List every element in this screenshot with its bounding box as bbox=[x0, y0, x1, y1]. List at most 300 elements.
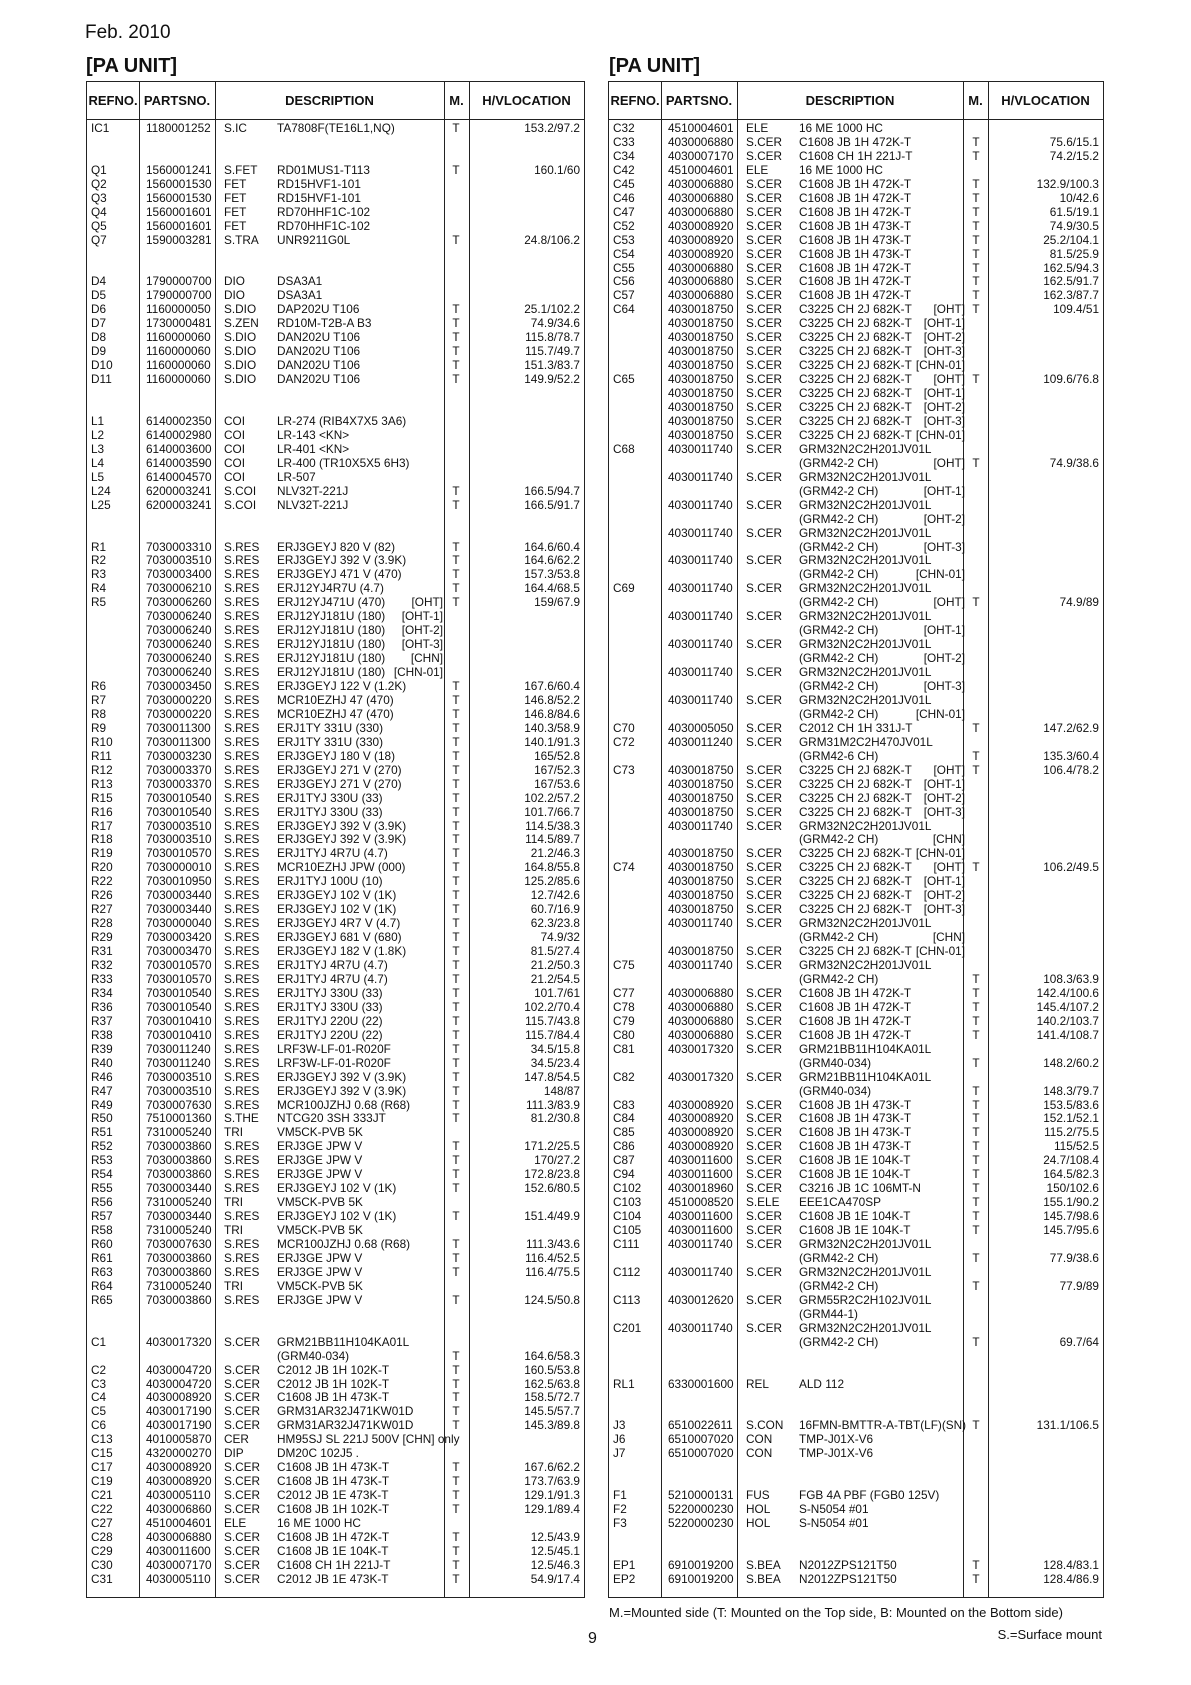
part-type: S.CER bbox=[746, 762, 783, 777]
part-number: 4030006880 bbox=[668, 985, 734, 1000]
table-row bbox=[609, 1572, 1103, 1586]
mounted-side: T bbox=[972, 260, 980, 275]
part-number: 4030006880 bbox=[668, 260, 734, 275]
description: C3225 CH 2J 682K-T bbox=[799, 902, 912, 917]
hv-location: 12.7/42.6 bbox=[530, 888, 580, 903]
table-row bbox=[87, 344, 584, 358]
table-row bbox=[87, 763, 584, 777]
mounted-side: T bbox=[452, 999, 460, 1014]
part-type: S.CER bbox=[746, 1209, 783, 1224]
description: ERJ3GE JPW V bbox=[277, 1153, 363, 1168]
description: C3225 CH 2J 682K-T bbox=[799, 400, 912, 414]
part-type: S.ZEN bbox=[224, 316, 259, 331]
part-type: S.RES bbox=[224, 567, 260, 582]
part-type: S.CER bbox=[746, 609, 783, 624]
hv-location: 34.5/23.4 bbox=[530, 1055, 580, 1070]
part-number: 4030008920 bbox=[668, 1097, 734, 1112]
part-number: 1160000060 bbox=[146, 372, 211, 387]
part-number: 4030011740 bbox=[668, 1320, 733, 1335]
table-row bbox=[609, 121, 1103, 135]
part-number: 7030003510 bbox=[146, 1083, 212, 1098]
table-row bbox=[609, 414, 1103, 428]
hv-location: 77.9/38.6 bbox=[1049, 1250, 1099, 1265]
part-number: 7310005240 bbox=[146, 1223, 212, 1238]
part-type: S.CER bbox=[746, 846, 783, 861]
mounted-side: T bbox=[452, 1055, 460, 1070]
variant: [OHT-3] bbox=[401, 637, 443, 652]
description: C1608 JB 1H 473K-T bbox=[799, 218, 912, 233]
ref-no: R1 bbox=[91, 539, 107, 554]
description: ERJ1TY 331U (330) bbox=[277, 720, 384, 735]
ref-no: L3 bbox=[91, 441, 105, 456]
part-number: 4030011740 bbox=[668, 916, 733, 931]
part-number: 7030003440 bbox=[146, 1181, 212, 1196]
table-row bbox=[609, 1335, 1103, 1349]
ref-no: R54 bbox=[91, 1167, 113, 1182]
part-number: 4030006880 bbox=[668, 1013, 734, 1028]
part-type: S.CER bbox=[224, 1362, 261, 1377]
part-number: 1180001252 bbox=[146, 121, 211, 135]
ref-no: C30 bbox=[91, 1557, 113, 1572]
table-row bbox=[87, 637, 584, 651]
part-number: 7030003440 bbox=[146, 1209, 212, 1224]
table-row bbox=[609, 1042, 1103, 1056]
description: (GRM42-2 CH) bbox=[799, 930, 879, 945]
table-row bbox=[87, 581, 584, 595]
part-number: 4030006880 bbox=[668, 1027, 734, 1042]
part-number: 4030011740 bbox=[668, 441, 733, 456]
part-number: 4030011600 bbox=[146, 1543, 211, 1558]
hv-location: 147.8/54.5 bbox=[524, 1069, 580, 1084]
hv-location: 74.2/15.2 bbox=[1049, 148, 1099, 163]
part-type: S.RES bbox=[224, 651, 260, 666]
part-number: 1790000700 bbox=[146, 288, 212, 303]
description: LR-143 <KN> bbox=[277, 427, 350, 442]
table-row bbox=[87, 540, 584, 554]
table-row bbox=[609, 1098, 1103, 1112]
table-row bbox=[87, 414, 584, 428]
ref-no: R61 bbox=[91, 1250, 113, 1265]
column-header: H/V LOCATION bbox=[1001, 92, 1090, 108]
mounted-side: T bbox=[972, 190, 980, 205]
table-row bbox=[609, 1279, 1103, 1293]
description: (GRM40-034) bbox=[799, 1055, 872, 1070]
description: C1608 CH 1H 221J-T bbox=[277, 1557, 391, 1572]
mounted-side: T bbox=[972, 1125, 980, 1140]
ref-no: R20 bbox=[91, 860, 113, 875]
part-type: S.CER bbox=[746, 497, 783, 512]
mounted-side: T bbox=[452, 1069, 460, 1084]
variant: [OHT-3] bbox=[923, 804, 965, 819]
table-row bbox=[609, 609, 1103, 623]
description: NLV32T-221J bbox=[277, 497, 349, 512]
part-type: FET bbox=[224, 190, 247, 205]
description: (GRM42-2 CH) bbox=[799, 455, 879, 470]
part-type: S.CER bbox=[746, 804, 783, 819]
part-type: CON bbox=[746, 1446, 773, 1461]
part-number: 1160000060 bbox=[146, 344, 211, 359]
description: ERJ3GEYJ 4R7 V (4.7) bbox=[277, 916, 401, 931]
hv-location: 74.9/34.6 bbox=[530, 316, 580, 331]
part-number: 7030006240 bbox=[146, 665, 212, 680]
table-row bbox=[87, 1488, 584, 1502]
table-row bbox=[609, 1321, 1103, 1335]
part-number: 7030011240 bbox=[146, 1055, 211, 1070]
hv-location: 145.3/89.8 bbox=[524, 1418, 580, 1433]
part-number: 6140004570 bbox=[146, 469, 212, 484]
mounted-side: T bbox=[452, 595, 460, 610]
hv-location: 124.5/50.8 bbox=[524, 1292, 580, 1307]
description: S-N5054 #01 bbox=[799, 1516, 869, 1530]
ref-no: R27 bbox=[91, 902, 113, 917]
part-type: S.RES bbox=[224, 1264, 260, 1279]
mounted-side: T bbox=[452, 985, 460, 1000]
part-type: S.BEA bbox=[746, 1557, 781, 1572]
part-number: 4030008920 bbox=[668, 218, 734, 233]
table-row bbox=[87, 805, 584, 819]
description: GRM31M2C2H470JV01L bbox=[799, 734, 933, 749]
table-row bbox=[609, 1251, 1103, 1265]
part-type: S.CER bbox=[746, 776, 783, 791]
description: ERJ1TYJ 4R7U (4.7) bbox=[277, 958, 388, 972]
part-number: 7030010540 bbox=[146, 804, 212, 819]
part-type: S.RES bbox=[224, 804, 260, 819]
variant: [CHN] bbox=[932, 930, 965, 945]
table-row bbox=[609, 972, 1103, 986]
part-number: 1160000060 bbox=[146, 358, 211, 373]
table-row bbox=[609, 930, 1103, 944]
part-type: S.CER bbox=[746, 860, 783, 875]
hv-location: 21.2/54.5 bbox=[530, 971, 580, 986]
ref-no: R57 bbox=[91, 1209, 113, 1224]
table-row bbox=[87, 470, 584, 484]
mounted-side: T bbox=[972, 1557, 980, 1572]
table-row bbox=[609, 944, 1103, 958]
hv-location: 128.4/83.1 bbox=[1043, 1557, 1099, 1572]
ref-no: Q3 bbox=[91, 190, 107, 205]
description: ERJ1TYJ 4R7U (4.7) bbox=[277, 846, 388, 861]
mounted-side: T bbox=[452, 1264, 460, 1279]
ref-no: R10 bbox=[91, 734, 113, 749]
hv-location: 75.6/15.1 bbox=[1049, 134, 1099, 149]
description: MCR10EZHJ 47 (470) bbox=[277, 706, 394, 721]
part-number: 4030017320 bbox=[668, 1041, 734, 1056]
hv-location: 81.5/25.9 bbox=[1049, 246, 1099, 261]
mounted-side: T bbox=[972, 1181, 980, 1196]
part-number: 4030007170 bbox=[146, 1557, 212, 1572]
description: NLV32T-221J bbox=[277, 483, 349, 498]
ref-no: C84 bbox=[613, 1111, 635, 1126]
table-row bbox=[609, 386, 1103, 400]
part-number: 7310005240 bbox=[146, 1195, 212, 1210]
table-row bbox=[609, 1502, 1103, 1516]
description: C1608 JB 1H 473K-T bbox=[799, 232, 912, 247]
description: C3225 CH 2J 682K-T bbox=[799, 344, 912, 359]
ref-no: R63 bbox=[91, 1264, 113, 1279]
mounted-side: T bbox=[972, 134, 980, 149]
description: ERJ12YJ181U (180) bbox=[277, 623, 386, 638]
variant: [OHT-2] bbox=[923, 888, 965, 903]
description: LR-274 (RIB4X7X5 3A6) bbox=[277, 413, 407, 428]
part-number: 4030006880 bbox=[668, 204, 734, 219]
mounted-side: T bbox=[452, 748, 460, 763]
part-type: S.CER bbox=[224, 1390, 261, 1405]
part-number: 7030003370 bbox=[146, 762, 212, 777]
table-row bbox=[87, 1474, 584, 1488]
mounted-side: T bbox=[452, 734, 460, 749]
part-number: 1560001530 bbox=[146, 190, 212, 205]
part-type: S.CER bbox=[746, 274, 783, 289]
description: C1608 JB 1H 473K-T bbox=[799, 246, 912, 261]
mounted-side: T bbox=[452, 302, 460, 317]
part-number: 4030006880 bbox=[668, 176, 734, 191]
table-row bbox=[609, 1307, 1103, 1321]
description: ERJ3GEYJ 392 V (3.9K) bbox=[277, 1069, 407, 1084]
ref-no: R18 bbox=[91, 832, 113, 847]
description: (GRM42-2 CH) bbox=[799, 623, 879, 638]
ref-no: L4 bbox=[91, 455, 105, 470]
description: ERJ12YJ181U (180) bbox=[277, 609, 386, 624]
table-row bbox=[609, 442, 1103, 456]
part-number: 4030018750 bbox=[668, 902, 734, 917]
mounted-side: T bbox=[972, 1083, 980, 1098]
table-row bbox=[87, 819, 584, 833]
hv-location: 166.5/91.7 bbox=[524, 497, 580, 512]
table-row bbox=[87, 846, 584, 860]
ref-no: C112 bbox=[613, 1264, 641, 1279]
description: ERJ3GE JPW V bbox=[277, 1264, 363, 1279]
hv-location: 141.4/108.7 bbox=[1036, 1027, 1099, 1042]
part-number: 4030018750 bbox=[668, 358, 734, 373]
table-row bbox=[609, 372, 1103, 386]
part-number: 6140002350 bbox=[146, 413, 212, 428]
description: (GRM44-1) bbox=[799, 1306, 858, 1321]
part-number: 4030017320 bbox=[146, 1334, 212, 1349]
ref-no: C31 bbox=[91, 1571, 113, 1586]
mounted-side: T bbox=[972, 762, 980, 777]
hv-location: 102.2/57.2 bbox=[524, 790, 580, 805]
part-number: 7030010570 bbox=[146, 958, 212, 972]
mounted-side: T bbox=[972, 971, 980, 986]
part-type: S.RES bbox=[224, 1013, 260, 1028]
part-type: S.CER bbox=[746, 637, 783, 652]
part-number: 7030006240 bbox=[146, 637, 212, 652]
column-header: M. bbox=[449, 92, 464, 108]
ref-no: C47 bbox=[613, 204, 635, 219]
ref-no: R6 bbox=[91, 679, 107, 693]
part-type: S.RES bbox=[224, 1055, 260, 1070]
table-row bbox=[609, 1111, 1103, 1125]
description: ERJ1TYJ 330U (33) bbox=[277, 804, 383, 819]
hv-location: 167/53.6 bbox=[534, 776, 580, 791]
hv-location: 12.5/46.3 bbox=[530, 1557, 580, 1572]
table-row bbox=[609, 233, 1103, 247]
variant: [CHN-01] bbox=[915, 846, 965, 861]
part-type: S.CER bbox=[746, 692, 783, 707]
ref-no: C55 bbox=[613, 260, 635, 275]
part-type: S.RES bbox=[224, 553, 260, 568]
description: C2012 CH 1H 331J-T bbox=[799, 720, 913, 735]
table-row bbox=[87, 219, 584, 233]
part-type: S.RES bbox=[224, 930, 260, 945]
description: GRM32N2C2H201JV01L bbox=[799, 692, 932, 707]
mounted-side: T bbox=[452, 860, 460, 875]
part-type: TRI bbox=[224, 1223, 244, 1238]
mounted-side: T bbox=[452, 539, 460, 554]
hv-location: 12.5/43.9 bbox=[530, 1529, 580, 1544]
hv-location: 25.2/104.1 bbox=[1043, 232, 1099, 247]
hv-location: 102.2/70.4 bbox=[524, 999, 580, 1014]
part-type: S.RES bbox=[224, 1069, 260, 1084]
part-type: TRI bbox=[224, 1278, 244, 1293]
description: C2012 JB 1H 102K-T bbox=[277, 1362, 390, 1377]
table-row bbox=[609, 288, 1103, 302]
part-number: 7030007630 bbox=[146, 1237, 212, 1251]
part-type: ELE bbox=[746, 121, 769, 135]
ref-no: R4 bbox=[91, 581, 107, 596]
mounted-side: T bbox=[972, 748, 980, 763]
part-number: 4030011600 bbox=[668, 1223, 733, 1238]
mounted-side: T bbox=[452, 1390, 460, 1405]
mounted-side: T bbox=[972, 246, 980, 261]
hv-location: 151.3/83.7 bbox=[524, 358, 580, 373]
part-number: 6910019200 bbox=[668, 1557, 734, 1572]
description: GRM32N2C2H201JV01L bbox=[799, 637, 932, 652]
ref-no: C83 bbox=[613, 1097, 635, 1112]
part-type: S.RES bbox=[224, 944, 260, 959]
part-number: 1560001530 bbox=[146, 176, 212, 191]
table-row bbox=[609, 1070, 1103, 1084]
ref-no: C78 bbox=[613, 999, 635, 1014]
table-row bbox=[87, 1335, 584, 1349]
description: GRM32N2C2H201JV01L bbox=[799, 441, 932, 456]
part-type: S.CER bbox=[746, 288, 783, 303]
mounted-side: T bbox=[972, 985, 980, 1000]
part-type: S.CER bbox=[746, 1125, 783, 1140]
part-number: 7030000040 bbox=[146, 916, 212, 931]
part-number: 4030018750 bbox=[668, 944, 734, 959]
ref-no: C86 bbox=[613, 1139, 635, 1154]
ref-no: C69 bbox=[613, 581, 635, 596]
ref-no: C17 bbox=[91, 1460, 113, 1475]
ref-no: C75 bbox=[613, 958, 635, 972]
part-type: S.RES bbox=[224, 609, 260, 624]
hv-location: 10/42.6 bbox=[1059, 190, 1099, 205]
hv-location: 77.9/89 bbox=[1059, 1278, 1099, 1293]
part-number: 7030006210 bbox=[146, 581, 212, 596]
part-number: 4030008920 bbox=[668, 1139, 734, 1154]
table-row bbox=[87, 860, 584, 874]
description: C1608 JB 1H 473K-T bbox=[277, 1390, 390, 1405]
description: VM5CK-PVB 5K bbox=[277, 1223, 363, 1238]
table-row bbox=[87, 1293, 584, 1307]
part-type: S.CER bbox=[746, 818, 783, 833]
part-type: S.RES bbox=[224, 818, 260, 833]
part-number: 7030010410 bbox=[146, 1013, 212, 1028]
hv-location: 164.5/82.3 bbox=[1043, 1167, 1099, 1182]
ref-no: R8 bbox=[91, 706, 107, 721]
part-number: 4030011740 bbox=[668, 581, 733, 596]
part-type: FET bbox=[224, 176, 247, 191]
variant: [CHN] bbox=[410, 651, 443, 666]
description: LRF3W-LF-01-R020F bbox=[277, 1055, 391, 1070]
hv-location: 160.1/60 bbox=[534, 162, 580, 177]
table-row bbox=[609, 540, 1103, 554]
part-number: 7030011300 bbox=[146, 720, 211, 735]
mounted-side: T bbox=[452, 1153, 460, 1168]
ref-no: C64 bbox=[613, 302, 635, 317]
table-row bbox=[609, 721, 1103, 735]
hv-location: 129.1/91.3 bbox=[524, 1488, 580, 1503]
part-type: COI bbox=[224, 455, 245, 470]
table-header bbox=[609, 82, 1103, 120]
part-number: 7030003510 bbox=[146, 832, 212, 847]
part-number: 6140003590 bbox=[146, 455, 212, 470]
part-type: S.CER bbox=[746, 260, 783, 275]
description: NTCG20 3SH 333JT bbox=[277, 1111, 386, 1126]
ref-no: R36 bbox=[91, 999, 113, 1014]
part-number: 4030008920 bbox=[668, 232, 734, 247]
description: (GRM40-034) bbox=[799, 1083, 872, 1098]
table-row bbox=[87, 205, 584, 219]
table-row bbox=[609, 456, 1103, 470]
mounted-side: T bbox=[972, 148, 980, 163]
description: MCR100JZHJ 0.68 (R68) bbox=[277, 1237, 411, 1251]
mounted-side: T bbox=[452, 1013, 460, 1028]
part-type: S.CER bbox=[746, 874, 783, 889]
mounted-side: T bbox=[972, 1097, 980, 1112]
part-type: S.RES bbox=[224, 860, 260, 875]
mounted-side: T bbox=[452, 1041, 460, 1056]
part-number: 4030018750 bbox=[668, 372, 734, 387]
mounted-side: T bbox=[452, 1571, 460, 1586]
mounted-side: T bbox=[452, 1543, 460, 1558]
variant: [OHT-1] bbox=[401, 609, 443, 624]
ref-no: L1 bbox=[91, 413, 105, 428]
part-type: COI bbox=[224, 441, 245, 456]
ref-no: C54 bbox=[613, 246, 635, 261]
table-row bbox=[87, 1279, 584, 1293]
part-type: S.RES bbox=[224, 679, 260, 693]
description: (GRM42-2 CH) bbox=[799, 539, 879, 554]
table-row bbox=[87, 1056, 584, 1070]
mounted-side: T bbox=[452, 483, 460, 498]
mounted-side: T bbox=[452, 944, 460, 959]
description: DAN202U T106 bbox=[277, 330, 361, 345]
part-number: 7030003860 bbox=[146, 1139, 212, 1154]
hv-location: 162.3/87.7 bbox=[1043, 288, 1099, 303]
table-row bbox=[87, 1181, 584, 1195]
part-number: 1560001601 bbox=[146, 218, 212, 233]
table-row bbox=[87, 567, 584, 581]
ref-no: C28 bbox=[91, 1529, 113, 1544]
description: (GRM42-2 CH) bbox=[799, 1278, 879, 1293]
description: GRM32N2C2H201JV01L bbox=[799, 1237, 932, 1251]
part-number: 4030017190 bbox=[146, 1404, 212, 1419]
ref-no: C201 bbox=[613, 1320, 642, 1335]
table-row bbox=[609, 177, 1103, 191]
column-header: M. bbox=[968, 92, 983, 108]
variant: [OHT-2] bbox=[923, 511, 965, 526]
description: N2012ZPS121T50 bbox=[799, 1557, 897, 1572]
table-row bbox=[609, 512, 1103, 526]
part-type: S.CER bbox=[746, 525, 783, 540]
part-number: 4030012620 bbox=[668, 1292, 734, 1307]
description: GRM32N2C2H201JV01L bbox=[799, 581, 932, 596]
description: C1608 JB 1H 472K-T bbox=[799, 190, 912, 205]
table-header bbox=[87, 82, 584, 120]
part-number: 4030018750 bbox=[668, 330, 734, 345]
